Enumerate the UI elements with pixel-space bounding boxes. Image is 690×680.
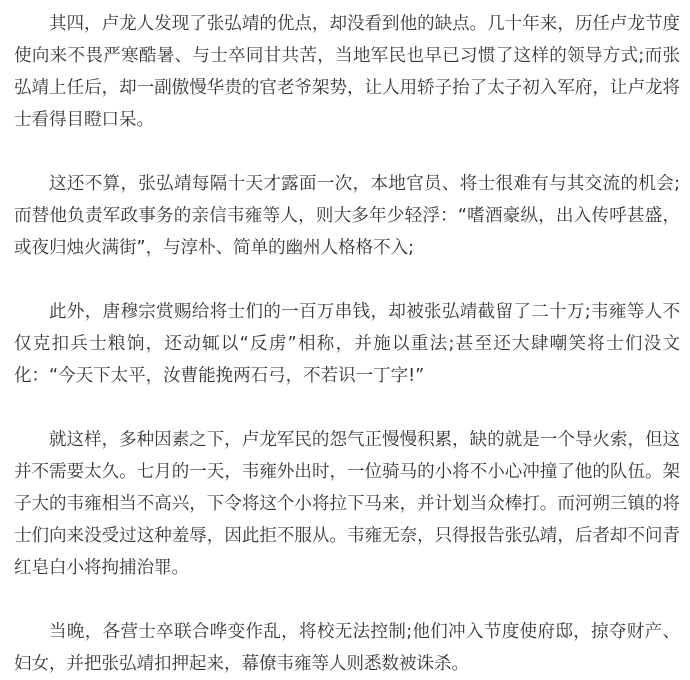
paragraph: 此外，唐穆宗赏赐给将士们的一百万串钱，却被张弘靖截留了二十万;韦雍等人不仅克扣兵士粮饷，还动辄以“反虏”相称，并施以重法;甚至还大肆嘲笑将士们没文化：“今天下太平，汝曹能挽两石弓，不若识一丁字!” bbox=[14, 302, 680, 386]
article-body bbox=[14, 8, 680, 680]
paragraph: 这还不算，张弘靖每隔十天才露面一次，本地官员、将士很难有与其交流的机会;而替他负责军政事务的亲信韦雍等人，则大多年少轻浮：“嗜酒豪纵，出入传呼甚盛，或夜归烛火满街”，与淳朴、简单的幽州人格格不入; bbox=[14, 174, 680, 258]
paragraph: 就这样，多种因素之下，卢龙军民的怨气正慢慢积累，缺的就是一个导火索，但这并不需要太久。七月的一天，韦雍外出时，一位骑马的小将不小心冲撞了他的队伍。架子大的韦雍相当不高兴，下令将这个小将拉下马来，并计划当众棒打。而河朔三镇的将士们向来没受过这种羞辱，因此拒不服从。韦雍无奈，只得报告张弘靖，后者却不问青红皂白小将拘捕治罪。 bbox=[14, 430, 680, 578]
paragraph: 其四，卢龙人发现了张弘靖的优点，却没看到他的缺点。几十年来，历任卢龙节度使向来不畏严寒酷暑、与士卒同甘共苦，当地军民也早已习惯了这样的领导方式;而张弘靖上任后，却一副傲慢华贵的官老爷架势，让人用轿子抬了太子初入军府，让卢龙将士看得目瞪口呆。 bbox=[14, 14, 680, 130]
paragraph: 当晚，各营士卒联合哗变作乱，将校无法控制;他们冲入节度使府邸，掠夺财产、妇女，并把张弘靖扣押起来，幕僚韦雍等人则悉数被诛杀。 bbox=[14, 622, 680, 674]
